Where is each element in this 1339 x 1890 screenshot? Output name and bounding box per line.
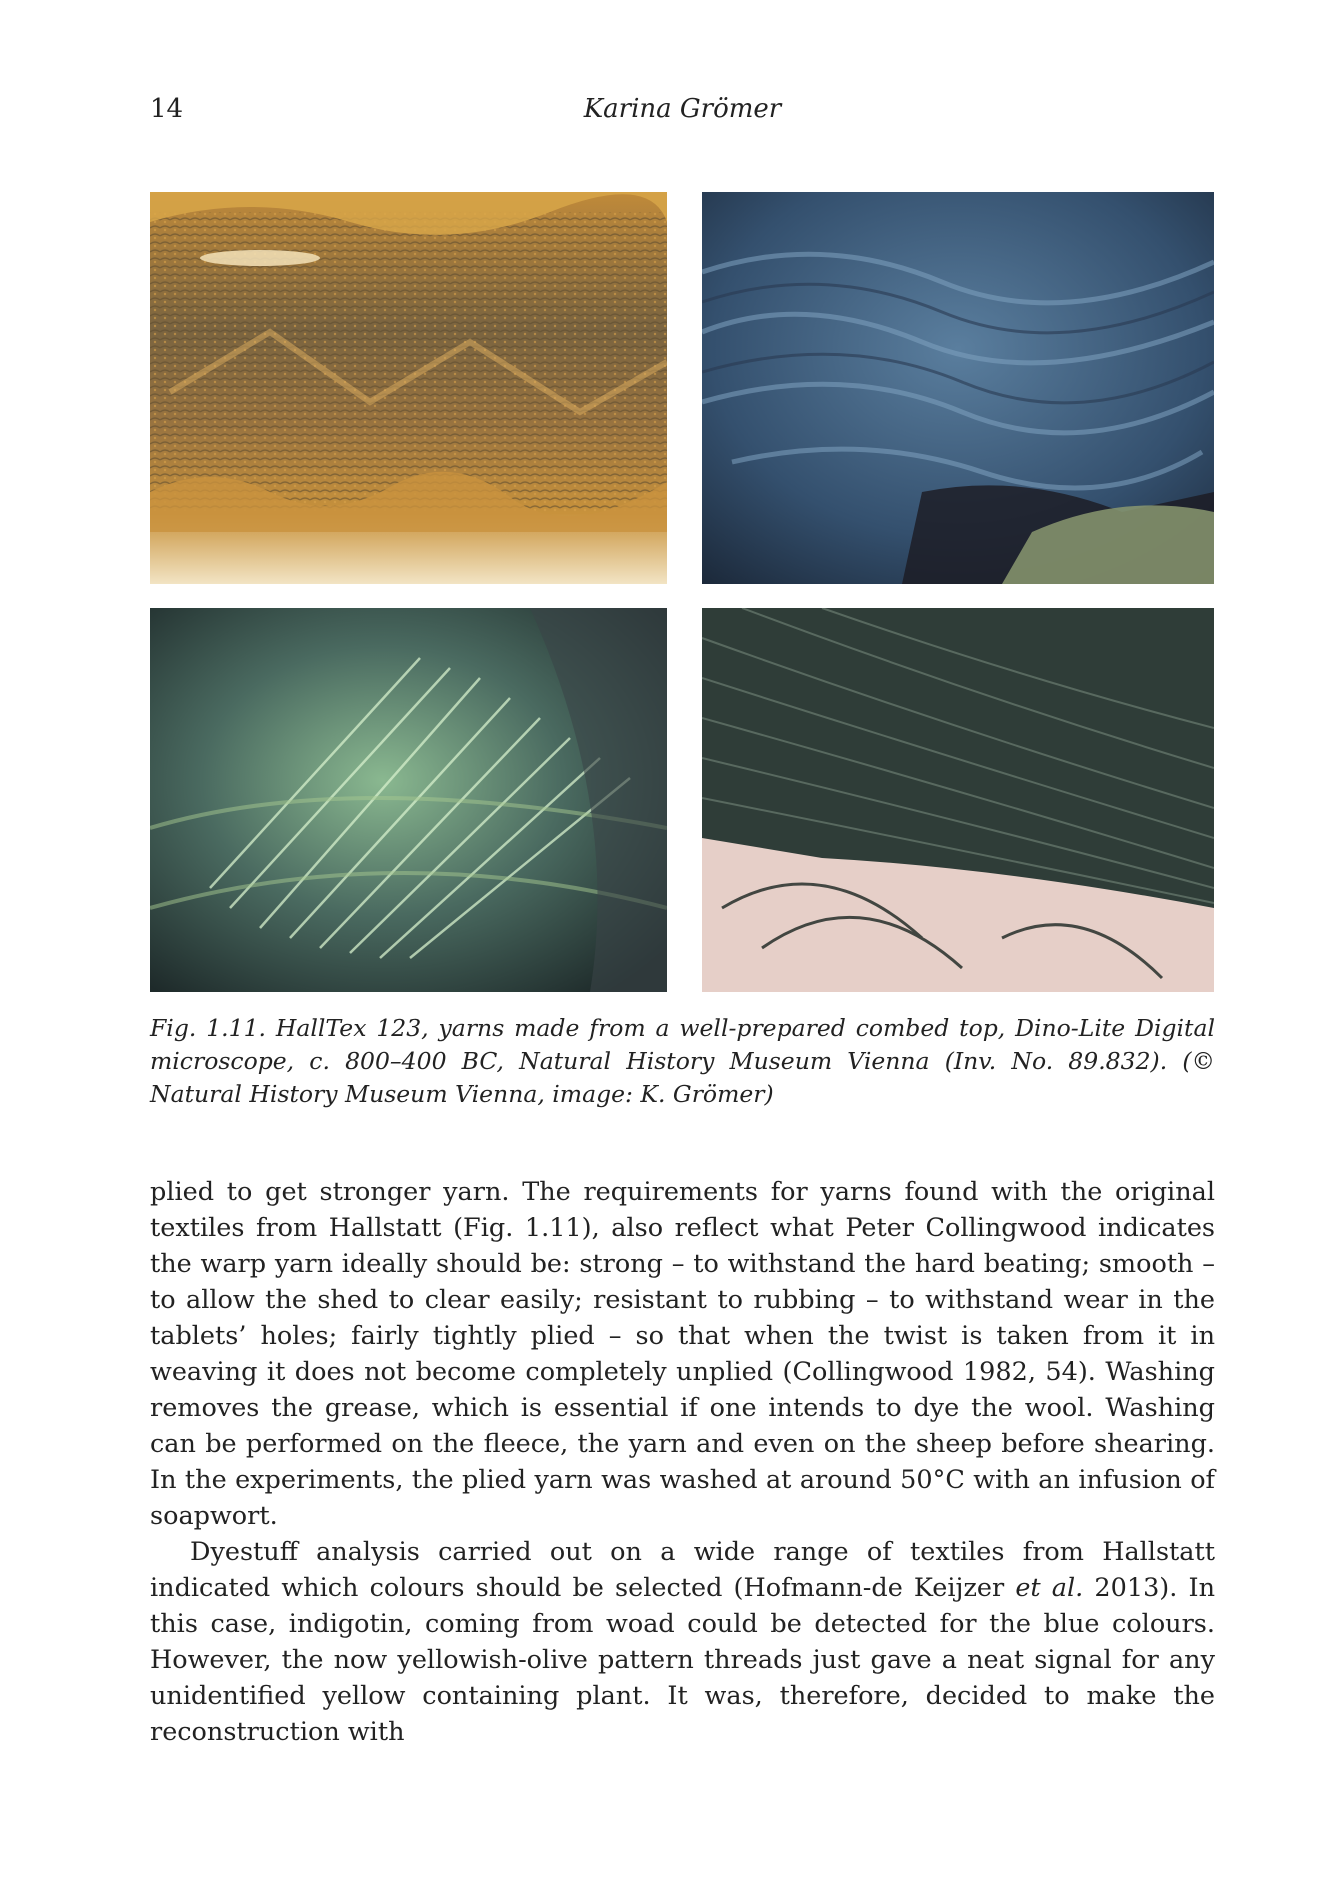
- photo-yellow-brown-wool-image: [150, 192, 667, 584]
- running-head-author: Karina Grömer: [583, 94, 782, 124]
- textile-photo-yellow-brown-wool: [150, 192, 667, 584]
- textile-photo-green-yarn-microscope: [150, 608, 667, 992]
- paragraph-2-text-a: Dyestuff analysis carried out on a wide range of textiles from Hallstatt indicated which colours should be selected (Hofmann-de Keijzer: [150, 1537, 1215, 1603]
- body-paragraph-1: plied to get stronger yarn. The requirements for yarns found with the original textiles from Hallstatt (Fig. 1.11), also reflect what Peter Collingwood indicates the warp yarn ideally should be: strong – to withstand the hard beating; smooth – to allow the shed to clear easily; resistant to rubbing – to withstand wear in the tablets’ holes; fairly tightly plied – so that when the twist is taken from it in weaving it does not become completely unplied (Collingwood 1982, 54). Washing removes the grease, which is essential if one intends to dye the wool. Washing can be performed on the fleece, the yarn and even on the sheep before shearing. In the experiments, the plied yarn was washed at around 50°C with an infusion of soapwort.: [150, 1177, 1215, 1531]
- paragraph-2-text-b: 2013). In this case, indigotin, coming from woad could be detected for the blue colours. However, the now yellowish-olive pattern threads just gave a neat signal for any unidentified yellow containing plant. It was, therefore, decided to make the reconstruction with: [150, 1573, 1215, 1747]
- photo-blue-yarn-image: [702, 192, 1214, 584]
- page-number: 14: [150, 94, 184, 124]
- page-header: [150, 94, 1215, 134]
- photo-dark-green-yarn-image: [702, 608, 1214, 992]
- body-text: [150, 1174, 1215, 1750]
- textile-photo-dark-green-twisted-yarn: [702, 608, 1214, 992]
- body-paragraph-2: [150, 1534, 1215, 1750]
- textile-photo-blue-yarn: [702, 192, 1214, 584]
- et-al-italic: et al.: [1015, 1573, 1084, 1603]
- photo-green-yarn-image: [150, 608, 667, 992]
- figure-caption: Fig. 1.11. HallTex 123, yarns made from a well-prepared combed top, Dino-Lite Digital microscope, c. 800–400 BC, Natural History Museum Vienna (Inv. No. 89.832). (© Natural History Museum Vienna, image: K. Grömer): [150, 1014, 1215, 1108]
